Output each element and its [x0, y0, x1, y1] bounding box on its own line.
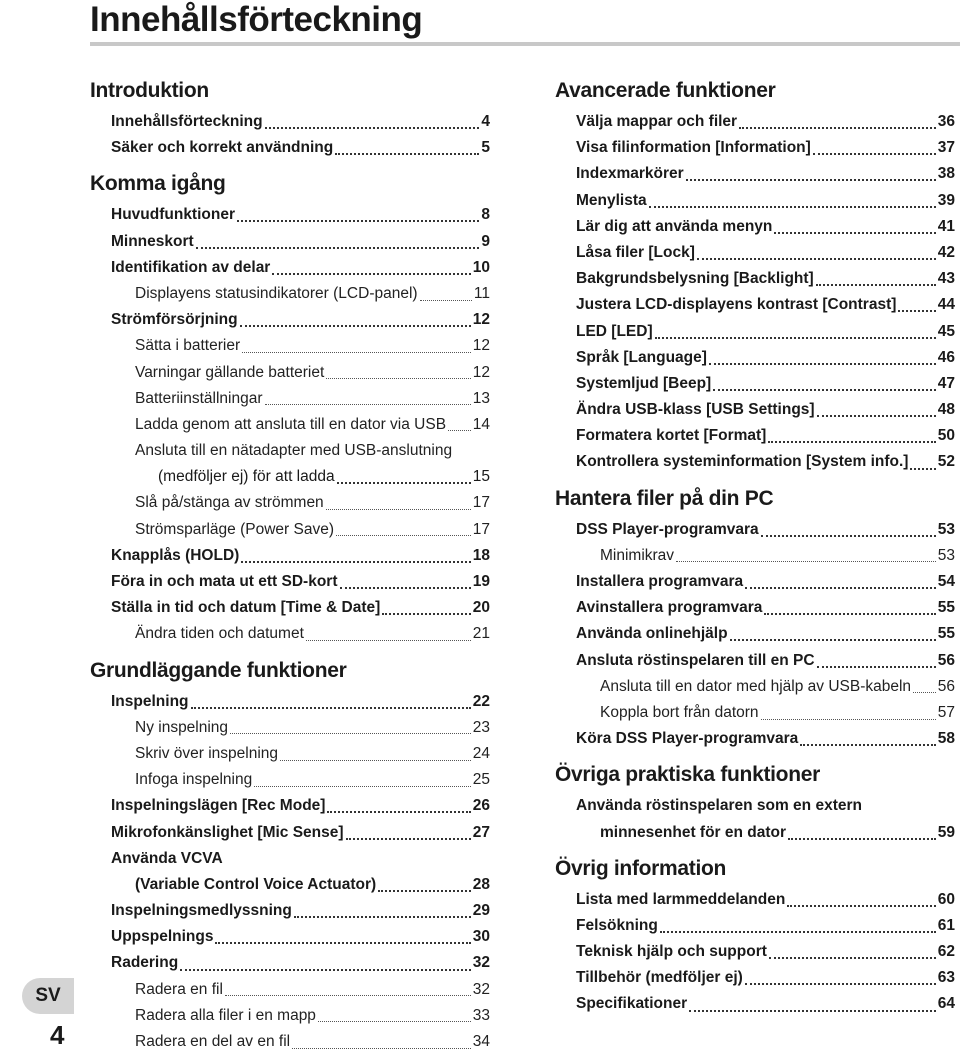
- toc-entry[interactable]: [555, 570, 955, 596]
- toc-entry-label: (medföljer ej) för att ladda: [158, 468, 335, 486]
- toc-entry[interactable]: [555, 136, 955, 162]
- toc-entry[interactable]: [90, 978, 490, 1004]
- toc-entry-label: Ställa in tid och datum [Time & Date]: [111, 599, 381, 617]
- toc-entry[interactable]: [90, 925, 490, 951]
- toc-entry-label: Sätta i batterier: [135, 337, 241, 355]
- toc-entry-page-number: 36: [937, 113, 955, 130]
- toc-entry[interactable]: [555, 914, 955, 940]
- toc-entry[interactable]: [555, 966, 955, 992]
- toc-entry-page-number: 5: [481, 139, 490, 157]
- toc-entry-page-number: 12: [472, 311, 490, 329]
- toc-entry-page-number: 63: [937, 969, 955, 987]
- toc-entry-page-number: 4: [481, 113, 490, 130]
- toc-entry-page-number: 33: [472, 1006, 490, 1024]
- toc-entry-label: Välja mappar och filer: [576, 113, 738, 130]
- toc-entry[interactable]: [90, 951, 490, 977]
- toc-entry[interactable]: [90, 413, 490, 439]
- toc-entry-label: Ansluta till en nätadapter med USB-anslutning: [135, 442, 453, 460]
- toc-entry[interactable]: [90, 690, 490, 716]
- toc-entry[interactable]: [90, 230, 490, 256]
- toc-entry-page-number: 23: [472, 718, 490, 736]
- dot-leader: [655, 337, 936, 339]
- dot-leader: [816, 284, 936, 286]
- toc-entry-page-number: 47: [937, 374, 955, 392]
- toc-entry[interactable]: [90, 334, 490, 360]
- dot-leader: [326, 509, 471, 510]
- toc-entry[interactable]: [555, 992, 955, 1018]
- toc-entry-label: Använda VCVA: [111, 849, 223, 867]
- toc-entry[interactable]: [90, 1030, 490, 1056]
- toc-entry-page-number: 34: [472, 1033, 490, 1050]
- dot-leader: [730, 639, 936, 641]
- toc-entry[interactable]: [555, 675, 955, 701]
- toc-entry-label: Justera LCD-displayens kontrast [Contrast]: [576, 296, 897, 314]
- toc-entry[interactable]: [90, 716, 490, 742]
- dot-leader: [764, 613, 935, 615]
- toc-entry-label: Varningar gällande batteriet: [135, 363, 325, 381]
- toc-entry-label: Inspelning: [111, 692, 189, 710]
- toc-entry-label: Indexmarkörer: [576, 165, 684, 183]
- dot-leader: [327, 811, 470, 813]
- toc-entry-page-number: 15: [472, 468, 490, 486]
- toc-entry-label: Föra in och mata ut ett SD-kort: [111, 573, 338, 590]
- dot-leader: [813, 153, 936, 155]
- toc-entry[interactable]: [90, 491, 490, 517]
- toc-entry-page-number: 48: [937, 401, 955, 419]
- toc-entry-label: Teknisk hjälp och support: [576, 943, 767, 961]
- dot-leader: [292, 1048, 471, 1049]
- toc-entry-label: Koppla bort från datorn: [600, 703, 759, 721]
- toc-entry-label: Radera en fil: [135, 980, 223, 998]
- dot-leader: [713, 389, 936, 391]
- dot-leader: [378, 890, 471, 892]
- toc-entry[interactable]: [90, 387, 490, 413]
- dot-leader: [340, 587, 471, 589]
- section-heading-hantera-filer-pa-din-pc: Hantera filer på din PC: [555, 486, 774, 510]
- toc-entry[interactable]: [555, 821, 955, 847]
- dot-leader: [382, 613, 470, 615]
- dot-leader: [336, 535, 471, 536]
- section-heading-avancerade-funktioner: Avancerade funktioner: [555, 79, 776, 102]
- dot-leader: [191, 707, 471, 709]
- toc-entry[interactable]: [90, 899, 490, 925]
- section-heading-komma-igang: Komma igång: [90, 172, 226, 196]
- dot-leader: [337, 482, 471, 484]
- toc-entry-label: Visa filinformation [Information]: [576, 139, 811, 157]
- toc-entry-label: Tillbehör (medföljer ej): [576, 969, 743, 987]
- toc-entry-label: Använda onlinehjälp: [576, 625, 728, 643]
- toc-entry-page-number: 52: [937, 453, 955, 471]
- toc-entry-page-number: 22: [472, 692, 490, 710]
- toc-entry-page-number: 50: [937, 427, 955, 445]
- dot-leader: [817, 415, 936, 417]
- toc-entry-label: Kontrollera systeminformation [System info.]: [576, 453, 909, 471]
- toc-entry-label: Radera alla filer i en mapp: [135, 1006, 316, 1024]
- toc-entry-label: Inspelningslägen [Rec Mode]: [111, 797, 326, 815]
- toc-entry[interactable]: [555, 518, 955, 544]
- toc-entry-label: Strömsparläge (Power Save): [135, 520, 334, 538]
- toc-left-column: [90, 77, 490, 1056]
- toc-entry-page-number: 17: [472, 520, 490, 538]
- toc-entry-page-number: 27: [472, 823, 490, 841]
- toc-entry-label: Avinstallera programvara: [576, 599, 763, 617]
- toc-entry-label: Displayens statusindikatorer (LCD-panel): [135, 284, 418, 302]
- dot-leader: [265, 127, 480, 129]
- dot-leader: [787, 905, 935, 907]
- toc-entry-label: Minimikrav: [600, 546, 675, 564]
- dot-leader: [265, 404, 471, 405]
- dot-leader: [215, 942, 470, 944]
- toc-entry-label: Uppspelnings: [111, 928, 214, 946]
- toc-entry[interactable]: [90, 794, 490, 820]
- toc-entry[interactable]: [90, 742, 490, 768]
- section-heading-introduktion: Introduktion: [90, 79, 209, 102]
- toc-entry[interactable]: [90, 308, 490, 334]
- toc-entry-label: LED [LED]: [576, 322, 653, 340]
- dot-leader: [800, 744, 935, 746]
- dot-leader: [335, 153, 479, 155]
- dot-leader: [254, 786, 471, 787]
- toc-entry-page-number: 56: [937, 677, 955, 695]
- dot-leader: [913, 692, 936, 693]
- toc-entry[interactable]: [90, 596, 490, 622]
- toc-entry-label: Lista med larmmeddelanden: [576, 890, 786, 908]
- toc-entry-page-number: 42: [937, 243, 955, 261]
- toc-entry[interactable]: [90, 873, 490, 899]
- toc-entry[interactable]: [90, 821, 490, 847]
- toc-entry-page-number: 61: [937, 916, 955, 934]
- dot-leader: [745, 983, 936, 985]
- toc-entry[interactable]: [555, 320, 955, 346]
- toc-entry-label: Ansluta till en dator med hjälp av USB-kabeln: [600, 677, 912, 695]
- toc-entry-label: Identifikation av delar: [111, 258, 271, 276]
- dot-leader: [225, 995, 471, 996]
- dot-leader: [774, 232, 935, 234]
- toc-entry[interactable]: [555, 346, 955, 372]
- dot-leader: [294, 916, 471, 918]
- section-heading-grundlaggande-funktioner: Grundläggande funktioner: [90, 658, 347, 682]
- toc-entry[interactable]: [90, 1004, 490, 1030]
- toc-entry-label: Batteriinställningar: [135, 389, 263, 407]
- toc-entry-label: Innehållsförteckning: [111, 113, 263, 130]
- toc-entry-page-number: 37: [937, 139, 955, 157]
- toc-entry-label: Mikrofonkänslighet [Mic Sense]: [111, 823, 344, 841]
- dot-leader: [761, 535, 936, 537]
- toc-entry-page-number: 17: [472, 494, 490, 512]
- page-title: Innehållsförteckning: [90, 0, 960, 46]
- toc-entry-label: Slå på/stänga av strömmen: [135, 494, 324, 512]
- toc-entry-label: minnesenhet för en dator: [600, 823, 787, 841]
- toc-entry[interactable]: [90, 518, 490, 544]
- toc-entry-page-number: 12: [472, 337, 490, 355]
- dot-leader: [660, 931, 936, 933]
- toc-entry-label: Ny inspelning: [135, 718, 229, 736]
- toc-entry-label: Köra DSS Player-programvara: [576, 730, 799, 748]
- dot-leader: [420, 300, 472, 301]
- toc-entry[interactable]: [555, 398, 955, 424]
- toc-entry-label: Felsökning: [576, 916, 658, 934]
- language-tab: SV: [22, 978, 74, 1014]
- toc-entry-label: Använda röstinspelaren som en extern: [576, 797, 862, 815]
- toc-entry-page-number: 53: [937, 520, 955, 538]
- toc-entry-page-number: 26: [472, 797, 490, 815]
- dot-leader: [769, 957, 936, 959]
- dot-leader: [280, 760, 471, 761]
- toc-entry-page-number: 57: [937, 703, 955, 721]
- toc-entry-label: Strömförsörjning: [111, 311, 238, 329]
- toc-entry-page-number: 54: [937, 573, 955, 590]
- toc-entry[interactable]: [90, 465, 490, 491]
- toc-entry[interactable]: [555, 622, 955, 648]
- toc-entry-page-number: 9: [481, 232, 490, 250]
- dot-leader: [768, 441, 935, 443]
- toc-entry[interactable]: [90, 847, 490, 873]
- dot-leader: [326, 378, 470, 379]
- toc-entry-page-number: 59: [937, 823, 955, 841]
- toc-entry[interactable]: [555, 649, 955, 675]
- dot-leader: [898, 310, 935, 312]
- toc-entry[interactable]: [555, 794, 955, 820]
- toc-entry[interactable]: [90, 622, 490, 648]
- toc-entry-label: Säker och korrekt användning: [111, 139, 334, 157]
- toc-entry[interactable]: [90, 768, 490, 794]
- toc-entry-page-number: 11: [473, 284, 490, 302]
- toc-entry-label: Minneskort: [111, 232, 194, 250]
- toc-entry-page-number: 12: [472, 363, 490, 381]
- toc-entry-page-number: 62: [937, 943, 955, 961]
- toc-entry-label: Systemljud [Beep]: [576, 374, 712, 392]
- toc-entry[interactable]: [90, 361, 490, 387]
- dot-leader: [676, 561, 936, 562]
- toc-entry[interactable]: [90, 439, 490, 465]
- dot-leader: [448, 430, 471, 431]
- toc-entry[interactable]: [90, 203, 490, 229]
- dot-leader: [761, 719, 936, 720]
- toc-entry-page-number: 25: [472, 771, 490, 789]
- toc-entry-page-number: 58: [937, 730, 955, 748]
- dot-leader: [788, 838, 936, 840]
- toc-entry[interactable]: [90, 544, 490, 570]
- toc-entry-label: Språk [Language]: [576, 348, 707, 366]
- toc-entry-page-number: 41: [937, 217, 955, 235]
- toc-entry[interactable]: [90, 110, 490, 136]
- dot-leader: [346, 838, 471, 840]
- toc-entry-page-number: 64: [937, 995, 955, 1013]
- toc-entry-label: Ändra tiden och datumet: [135, 625, 304, 643]
- toc-entry[interactable]: [555, 162, 955, 188]
- dot-leader: [240, 325, 471, 327]
- dot-leader: [697, 258, 936, 260]
- toc-entry-page-number: 32: [472, 954, 490, 972]
- toc-entry-page-number: 45: [937, 322, 955, 340]
- toc-entry-label: Låsa filer [Lock]: [576, 243, 695, 261]
- toc-entry-label: DSS Player-programvara: [576, 520, 759, 538]
- dot-leader: [241, 561, 470, 563]
- toc-entry-label: Inspelningsmedlyssning: [111, 902, 292, 920]
- toc-entry-page-number: 55: [937, 599, 955, 617]
- toc-entry-page-number: 46: [937, 348, 955, 366]
- dot-leader: [180, 969, 471, 971]
- toc-right-column: [555, 77, 955, 1019]
- toc-entry[interactable]: [555, 241, 955, 267]
- toc-entry[interactable]: [555, 940, 955, 966]
- toc-entry[interactable]: [90, 136, 490, 162]
- toc-entry-page-number: 38: [937, 165, 955, 183]
- toc-entry-page-number: 39: [937, 191, 955, 209]
- toc-entry-label: Skriv över inspelning: [135, 744, 279, 762]
- toc-entry-label: Bakgrundsbelysning [Backlight]: [576, 270, 814, 288]
- toc-entry-label: (Variable Control Voice Actuator): [135, 875, 377, 893]
- toc-entry[interactable]: [90, 256, 490, 282]
- toc-entry-page-number: 28: [472, 875, 490, 893]
- toc-entry[interactable]: [555, 189, 955, 215]
- section-heading-ovrig-information: Övrig information: [555, 856, 727, 880]
- toc-entry[interactable]: [555, 293, 955, 319]
- toc-entry-label: Huvudfunktioner: [111, 206, 235, 224]
- toc-entry[interactable]: [555, 888, 955, 914]
- toc-entry-label: Ansluta röstinspelaren till en PC: [576, 651, 815, 669]
- toc-entry-page-number: 43: [937, 270, 955, 288]
- toc-entry-label: Radering: [111, 954, 179, 972]
- toc-entry-label: Knapplås (HOLD): [111, 546, 240, 564]
- dot-leader: [689, 1010, 936, 1012]
- toc-entry-page-number: 32: [472, 980, 490, 998]
- toc-entry-page-number: 60: [937, 890, 955, 908]
- toc-entry[interactable]: [555, 544, 955, 570]
- toc-entry-page-number: 8: [481, 206, 490, 224]
- toc-entry[interactable]: [555, 701, 955, 727]
- toc-entry-page-number: 19: [472, 573, 490, 590]
- toc-entry-label: Installera programvara: [576, 573, 744, 590]
- dot-leader: [242, 352, 471, 353]
- toc-entry-label: Radera en del av en fil: [135, 1033, 291, 1050]
- toc-entry-page-number: 53: [937, 546, 955, 564]
- toc-entry-label: Formatera kortet [Format]: [576, 427, 767, 445]
- toc-entry[interactable]: [555, 372, 955, 398]
- dot-leader: [196, 247, 480, 249]
- dot-leader: [318, 1021, 471, 1022]
- toc-entry-page-number: 44: [937, 296, 955, 314]
- dot-leader: [237, 220, 479, 222]
- toc-entry-label: Infoga inspelning: [135, 771, 253, 789]
- toc-entry[interactable]: [555, 596, 955, 622]
- dot-leader: [272, 273, 470, 275]
- toc-entry-page-number: 20: [472, 599, 490, 617]
- toc-entry-page-number: 10: [472, 258, 490, 276]
- toc-entry-page-number: 56: [937, 651, 955, 669]
- toc-entry-page-number: 13: [472, 389, 490, 407]
- toc-entry[interactable]: [90, 282, 490, 308]
- dot-leader: [686, 179, 936, 181]
- toc-entry-label: Specifikationer: [576, 995, 688, 1013]
- toc-entry-page-number: 18: [472, 546, 490, 564]
- dot-leader: [817, 666, 936, 668]
- dot-leader: [649, 206, 936, 208]
- dot-leader: [739, 127, 936, 129]
- toc-entry-page-number: 21: [472, 625, 490, 643]
- toc-entry[interactable]: [555, 267, 955, 293]
- toc-entry[interactable]: [555, 215, 955, 241]
- toc-entry-label: Ladda genom att ansluta till en dator via USB: [135, 415, 447, 433]
- toc-entry[interactable]: [555, 727, 955, 753]
- toc-entry-page-number: 24: [472, 744, 490, 762]
- toc-entry[interactable]: [555, 424, 955, 450]
- toc-entry-page-number: 55: [937, 625, 955, 643]
- section-heading-ovriga-praktiska-funktioner: Övriga praktiska funktioner: [555, 763, 820, 787]
- toc-entry[interactable]: [555, 450, 955, 476]
- toc-entry-page-number: 29: [472, 902, 490, 920]
- dot-leader: [709, 363, 936, 365]
- dot-leader: [745, 587, 936, 589]
- dot-leader: [306, 640, 471, 641]
- dot-leader: [230, 733, 471, 734]
- toc-entry-label: Ändra USB-klass [USB Settings]: [576, 401, 815, 419]
- page-number: 4: [50, 1020, 65, 1050]
- toc-entry[interactable]: [90, 570, 490, 596]
- toc-entry-label: Menylista: [576, 191, 647, 209]
- toc-entry-label: Lär dig att använda menyn: [576, 217, 773, 235]
- dot-leader: [910, 468, 935, 470]
- toc-entry-page-number: 14: [472, 415, 490, 433]
- toc-entry-page-number: 30: [472, 928, 490, 946]
- toc-entry[interactable]: [555, 110, 955, 136]
